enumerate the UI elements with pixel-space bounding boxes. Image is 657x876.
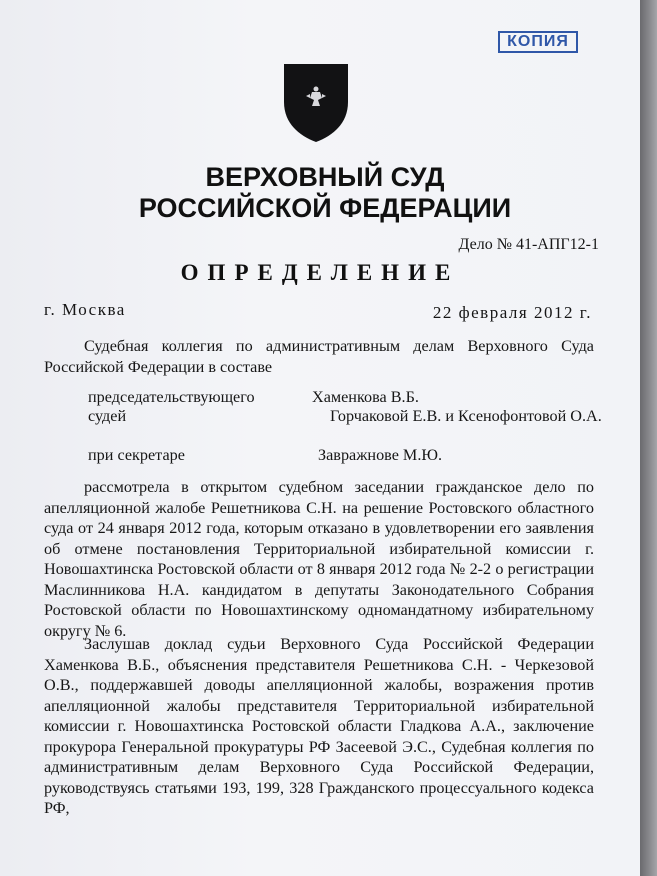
- presiding-label: председательствующего: [88, 388, 255, 406]
- secretary-name: Завражнове М.Ю.: [318, 446, 443, 464]
- scan-edge: [640, 0, 657, 876]
- intro-text: Судебная коллегия по административным делам Верховного Суда Российской Федерации в составе: [44, 337, 594, 376]
- hearing-paragraph: [44, 634, 594, 819]
- copy-stamp: КОПИЯ: [498, 31, 578, 53]
- judges-label: судей: [88, 407, 127, 425]
- proceedings-paragraph: [44, 477, 594, 641]
- case-number: Дело № 41-АПГ12-1: [458, 236, 599, 253]
- decision-date: 22 февраля 2012 г.: [432, 303, 592, 322]
- hearing-text: Заслушав доклад судьи Верховного Суда Российской Федерации Хаменкова В.Б., объяснения представителя Решетникова С.Н. - Черкезовой О.В., поддержавшей доводы апелляционной жалобы, возражения против апелляционной жалобы представителя Территориальной избирательной комиссии г. Новошахтинска Ростовской области Гладкова А.А., заключение прокурора Генеральной прокуратуры РФ Засеевой Э.С., Судебная коллегия по административным делам Верховного Суда Российской Федерации, руководствуясь статьями 193, 199, 328 Гражданского процессуального кодекса РФ,: [44, 635, 594, 817]
- court-name-line-2: РОССИЙСКОЙ ФЕДЕРАЦИИ: [138, 193, 512, 223]
- presiding-name: Хаменкова В.Б.: [312, 388, 419, 406]
- judges-names: Горчаковой Е.В. и Ксенофонтовой О.А.: [330, 407, 602, 425]
- document-title: ОПРЕДЕЛЕНИЕ: [180, 260, 460, 285]
- coat-of-arms-emblem: [276, 60, 356, 144]
- city: г. Москва: [44, 300, 126, 319]
- proceedings-text: рассмотрела в открытом судебном заседании гражданское дело по апелляционной жалобе Решетникова С.Н. на решение Ростовского областного суда от 24 января 2012 года, которым отказано в удовлетворении его заявления об отмене постановления Территориальной избирательной комиссии г. Новошахтинска Ростовской области от 8 января 2012 года № 2-2 о регистрации Маслинникова Н.А. кандидатом в депутаты Законодательного Собрания Ростовской области по Новошахтинскому одномандатному избирательному округу № 6.: [44, 478, 594, 640]
- court-name-line-1: ВЕРХОВНЫЙ СУД: [205, 162, 445, 192]
- secretary-label: при секретаре: [88, 446, 185, 464]
- intro-paragraph: [44, 336, 594, 377]
